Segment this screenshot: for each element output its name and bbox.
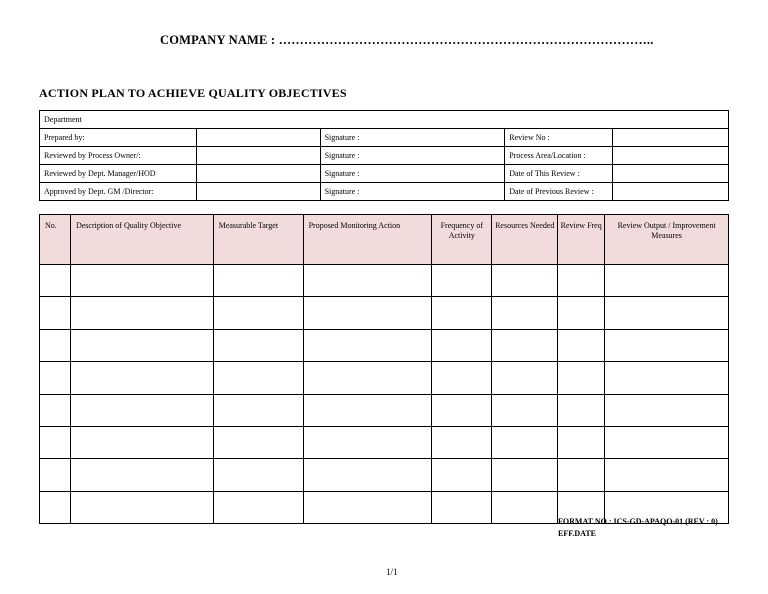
- table-cell[interactable]: [432, 329, 492, 361]
- col-review-freq: Review Freq: [558, 215, 605, 265]
- table-cell[interactable]: [213, 491, 303, 523]
- table-cell[interactable]: [303, 265, 432, 297]
- table-cell[interactable]: [605, 297, 729, 329]
- footer: [558, 516, 718, 540]
- table-cell[interactable]: [70, 297, 213, 329]
- table-cell[interactable]: [492, 426, 558, 458]
- col-frequency: Frequency of Activity: [432, 215, 492, 265]
- table-cell[interactable]: [213, 426, 303, 458]
- table-cell[interactable]: [432, 265, 492, 297]
- table-cell[interactable]: [605, 394, 729, 426]
- table-cell[interactable]: [213, 297, 303, 329]
- date-this-review-label: Date of This Review :: [505, 165, 613, 183]
- table-cell[interactable]: [70, 329, 213, 361]
- process-owner-signature: Signature :: [320, 147, 505, 165]
- table-cell[interactable]: [213, 329, 303, 361]
- table-cell[interactable]: [492, 265, 558, 297]
- table-cell[interactable]: [492, 362, 558, 394]
- table-cell[interactable]: [40, 297, 71, 329]
- table-cell[interactable]: [605, 265, 729, 297]
- table-cell[interactable]: [40, 459, 71, 491]
- table-cell[interactable]: [492, 459, 558, 491]
- table-cell[interactable]: [558, 362, 605, 394]
- date-previous-review-value[interactable]: [613, 183, 729, 201]
- table-cell[interactable]: [303, 491, 432, 523]
- table-cell[interactable]: [213, 459, 303, 491]
- table-cell[interactable]: [432, 297, 492, 329]
- table-cell[interactable]: [303, 297, 432, 329]
- table-cell[interactable]: [70, 491, 213, 523]
- table-cell[interactable]: [605, 362, 729, 394]
- table-cell[interactable]: [70, 459, 213, 491]
- table-row: [40, 265, 729, 297]
- table-row: [40, 394, 729, 426]
- table-cell[interactable]: [70, 426, 213, 458]
- table-row: [40, 459, 729, 491]
- dept-manager-value[interactable]: [196, 165, 320, 183]
- approved-by-signature: Signature :: [320, 183, 505, 201]
- table-cell[interactable]: [558, 394, 605, 426]
- header-row: [40, 215, 729, 265]
- table-row: [40, 329, 729, 361]
- table-cell[interactable]: [492, 394, 558, 426]
- process-area-label: Process Area/Location :: [505, 147, 613, 165]
- table-cell[interactable]: [70, 265, 213, 297]
- col-resources: Resources Needed: [492, 215, 558, 265]
- table-row: [40, 362, 729, 394]
- table-cell[interactable]: [40, 394, 71, 426]
- col-description: Description of Quality Objective: [70, 215, 213, 265]
- prepared-by-value[interactable]: [196, 129, 320, 147]
- table-cell[interactable]: [605, 459, 729, 491]
- process-owner-label: Reviewed by Process Owner/:: [40, 147, 197, 165]
- dept-manager-label: Reviewed by Dept. Manager/HOD: [40, 165, 197, 183]
- table-cell[interactable]: [558, 426, 605, 458]
- col-review-output: Review Output / Improvement Measures: [605, 215, 729, 265]
- table-cell[interactable]: [432, 426, 492, 458]
- table-cell[interactable]: [40, 329, 71, 361]
- dept-manager-signature: Signature :: [320, 165, 505, 183]
- table-cell[interactable]: [70, 362, 213, 394]
- process-owner-value[interactable]: [196, 147, 320, 165]
- table-cell[interactable]: [303, 362, 432, 394]
- effective-date: EFF.DATE: [558, 529, 597, 538]
- table-cell[interactable]: [432, 459, 492, 491]
- table-cell[interactable]: [40, 362, 71, 394]
- process-area-value[interactable]: [613, 147, 729, 165]
- table-cell[interactable]: [213, 265, 303, 297]
- table-row: [40, 297, 729, 329]
- table-cell[interactable]: [40, 265, 71, 297]
- prepared-by-signature: Signature :: [320, 129, 505, 147]
- table-cell[interactable]: [213, 362, 303, 394]
- action-plan-table: [39, 214, 729, 524]
- table-cell[interactable]: [558, 265, 605, 297]
- table-cell[interactable]: [303, 426, 432, 458]
- table-cell[interactable]: [303, 459, 432, 491]
- date-this-review-value[interactable]: [613, 165, 729, 183]
- review-no-label: Review No :: [505, 129, 613, 147]
- table-cell[interactable]: [40, 426, 71, 458]
- table-cell[interactable]: [605, 329, 729, 361]
- table-cell[interactable]: [432, 491, 492, 523]
- page-number: 1/1: [386, 567, 398, 577]
- company-name: COMPANY NAME : ……………………………………………………………………………..: [160, 33, 654, 47]
- info-table: [39, 110, 729, 201]
- table-cell[interactable]: [70, 394, 213, 426]
- date-previous-review-label: Date of Previous Review :: [505, 183, 613, 201]
- review-no-value[interactable]: [613, 129, 729, 147]
- table-cell[interactable]: [432, 394, 492, 426]
- table-cell[interactable]: [558, 297, 605, 329]
- approved-by-label: Approved by Dept. GM /Director:: [40, 183, 197, 201]
- table-row: [40, 426, 729, 458]
- table-cell[interactable]: [303, 394, 432, 426]
- table-cell[interactable]: [492, 329, 558, 361]
- table-cell[interactable]: [605, 426, 729, 458]
- table-cell[interactable]: [492, 297, 558, 329]
- table-cell[interactable]: [492, 491, 558, 523]
- col-measurable-target: Measurable Target: [213, 215, 303, 265]
- col-no: No.: [40, 215, 71, 265]
- table-cell[interactable]: [40, 491, 71, 523]
- table-cell[interactable]: [432, 362, 492, 394]
- department-cell: Department: [40, 111, 729, 129]
- approved-by-value[interactable]: [196, 183, 320, 201]
- table-cell[interactable]: [558, 329, 605, 361]
- table-cell[interactable]: [213, 394, 303, 426]
- table-cell[interactable]: [558, 459, 605, 491]
- page-title: ACTION PLAN TO ACHIEVE QUALITY OBJECTIVES: [39, 86, 347, 100]
- col-monitoring-action: Proposed Monitoring Action: [303, 215, 432, 265]
- format-number: FORMAT NO.: ICS-GD-APAQO-01 (REV : 0): [558, 517, 718, 526]
- table-cell[interactable]: [303, 329, 432, 361]
- prepared-by-label: Prepared by:: [40, 129, 197, 147]
